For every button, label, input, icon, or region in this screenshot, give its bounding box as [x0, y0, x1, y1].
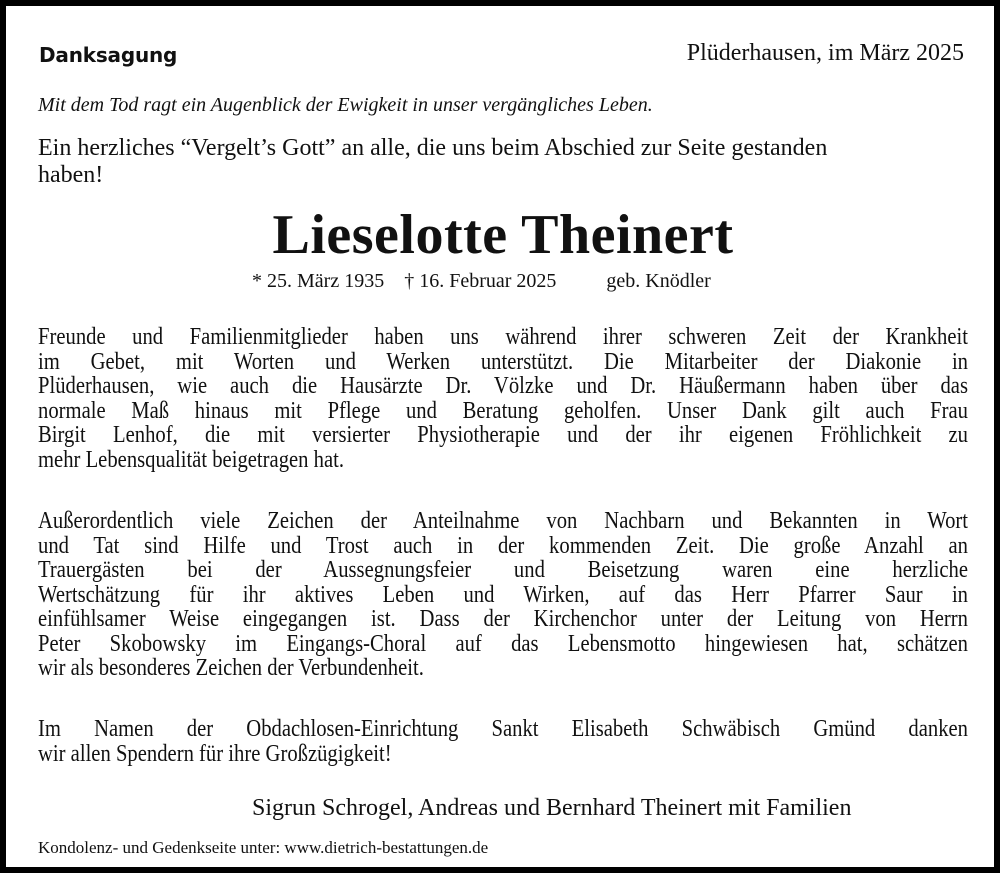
text-line: Freunde und Familienmitglieder haben uns während ihrer schweren Zeit der Krankheit — [38, 324, 969, 350]
text-line: Birgit Lenhof, die mit versierter Physiotherapie und der ihr eigenen Fröhlichkeit zu — [38, 422, 968, 448]
intro-line-2: haben! — [38, 162, 104, 188]
text-line: Peter Skobowsky im Eingangs-Choral auf das Lebensmotto hingewiesen hat, schätzen — [38, 630, 968, 657]
text-line: normale Maß hinaus mit Pflege und Beratung geholfen. Unser Dank gilt auch Frau — [38, 397, 969, 424]
paragraph-thanks-family-care — [38, 325, 968, 472]
text-line: Außerordentlich viele Zeichen der Anteilnahme von Nachbarn und Bekannten in Wort — [38, 508, 968, 534]
text-line: im Gebet, mit Worten und Werken unterstützt. Die Mitarbeiter der Diakonie in — [38, 348, 969, 375]
text-line: einfühlsamer Weise eingegangen ist. Dass der Kirchenchor unter der Leitung von Herrn — [38, 606, 969, 632]
text-line: und Tat sind Hilfe und Trost auch in der kommenden Zeit. Die große Anzahl an — [38, 532, 968, 559]
text-line: wir als besonderes Zeichen der Verbundenheit. — [38, 655, 424, 681]
text-line: wir allen Spendern für ihre Großzügigkeit! — [38, 740, 392, 767]
text-line: Im Namen der Obdachlosen-Einrichtung Sankt Elisabeth Schwäbisch Gmünd danken — [38, 716, 968, 742]
life-dates — [252, 270, 711, 293]
text-line: Plüderhausen, wie auch die Hausärzte Dr. Völzke und Dr. Häußermann haben über das — [38, 373, 968, 399]
intro-line-1: Ein herzliches “Vergelt’s Gott” an alle, die uns beim Abschied zur Seite gestanden — [38, 135, 828, 161]
text-line: Wertschätzung für ihr aktives Leben und Wirken, auf das Herr Pfarrer Saur in — [38, 581, 968, 608]
deceased-name: Lieselotte Theinert — [272, 204, 734, 266]
text-line: mehr Lebensqualität beigetragen hat. — [38, 446, 345, 473]
motto-quote: Mit dem Tod ragt ein Augenblick der Ewigkeit in unser vergängliches Leben. — [38, 94, 653, 116]
birth-date: * 25. März 1935 — [252, 270, 385, 292]
paragraph-thanks-condolences — [38, 509, 968, 681]
signature-family: Sigrun Schrogel, Andreas und Bernhard Theinert mit Familien — [252, 795, 852, 821]
place-date: Plüderhausen, im März 2025 — [686, 40, 964, 66]
condolence-website-note: Kondolenz- und Gedenkseite unter: www.dietrich-bestattungen.de — [38, 838, 489, 857]
paragraph-thanks-donors — [38, 717, 968, 766]
death-date: † 16. Februar 2025 — [404, 270, 557, 292]
notice-type-heading: Danksagung — [39, 43, 178, 67]
maiden-name: geb. Knödler — [606, 270, 711, 292]
text-line: Trauergästen bei der Aussegnungsfeier und Beisetzung waren eine herzliche — [38, 557, 969, 583]
